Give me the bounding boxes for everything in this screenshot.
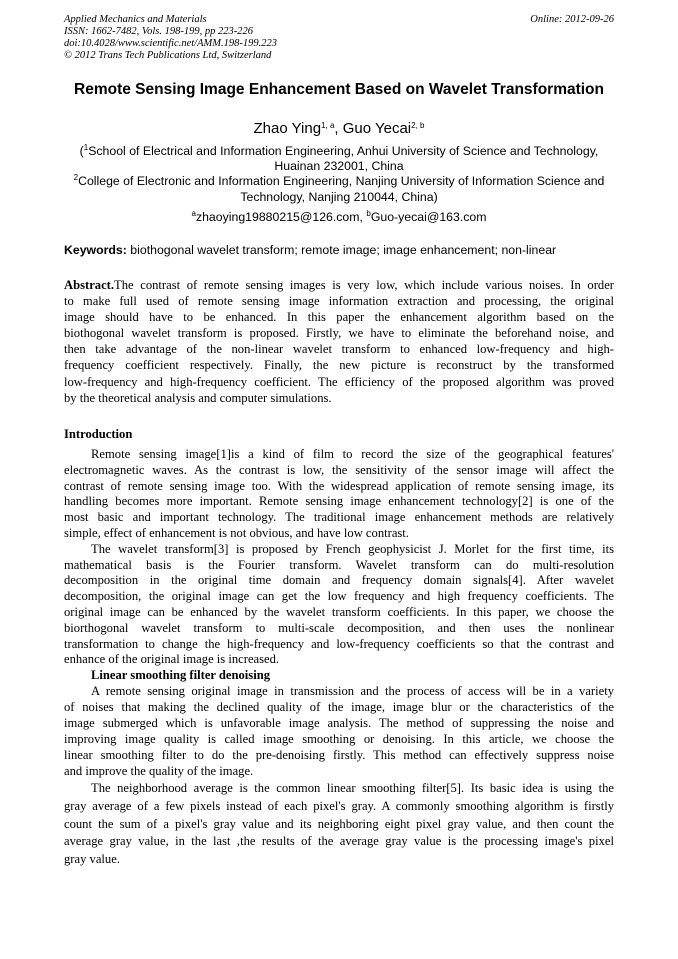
paragraph xyxy=(64,683,614,779)
section-linear-smoothing xyxy=(64,667,614,869)
text-line: mathematical basis is the Fourier transform. Wavelet transform can do multi-resolution xyxy=(64,557,614,572)
text-line: frequency coefficient respectively. Finally, the new picture is reconstruct by the transformed xyxy=(64,358,614,373)
keywords-label: Keywords: xyxy=(64,243,127,257)
text-line: then take advantage of the non-linear wavelet transform to enhanced low-frequency and high- xyxy=(64,342,614,357)
text-line: enhance of the original image is increased. xyxy=(64,652,280,667)
text-line: most basic and important technology. The traditional image enhancement methods are relatively xyxy=(64,510,614,525)
email-mark: a xyxy=(191,209,196,218)
affiliation-line: College of Electronic and Information Engineering, Nanjing University of Information Science and xyxy=(78,174,605,189)
text-line: transformation to change the high-frequency and low-frequency coefficients so that the contrast and xyxy=(64,636,614,651)
text-line: count the sum of a pixel's gray value and its neighboring eight pixel gray value, and then count the xyxy=(64,816,614,831)
author-name: Zhao Ying xyxy=(253,120,322,137)
text-line: A remote sensing original image in transmission and the process of access will be in a variety xyxy=(91,684,614,698)
abstract xyxy=(64,277,614,406)
text-line: electromagnetic waves. As the contrast is low, the sensitivity of the sensor image will affect the xyxy=(64,462,614,477)
text-line: by the theoretical analysis and computer simulations. xyxy=(64,390,332,405)
text-line: gray average of a few pixels instead of each pixel's gray. A commonly smoothing algorithm is firstly xyxy=(64,798,614,813)
text-line: decomposition, the original image can get the low frequency and high frequency coefficients. The xyxy=(64,589,614,604)
text-line: simple, effect of enhancement is not obvious, and have low contrast. xyxy=(64,525,409,540)
paragraph xyxy=(64,447,614,542)
text-line: biorthogonal wavelet transform to multi-scale decomposition, and then uses the nonlinear xyxy=(64,620,614,635)
abstract-text: The contrast of remote sensing images is very low, which include various noises. In order xyxy=(114,278,614,292)
text-line: The neighborhood average is the common linear smoothing filter[5]. Its basic idea is using the xyxy=(91,781,614,795)
text-line: handling becomes more important. Remote sensing image enhancement technology[2] is one of the xyxy=(64,494,614,509)
issn: ISSN: 1662-7482, Vols. 198-199, pp 223-226 xyxy=(64,26,253,37)
text-line: of noises that making the declined quality of the image, image blur or the characteristics of the xyxy=(64,700,614,714)
section-heading-linear-smoothing: Linear smoothing filter denoising xyxy=(91,668,271,682)
text-line: linear smoothing filter to do the pre-denoising firstly. This method can effectively suppress noise xyxy=(64,748,614,762)
affiliation-line: Technology, Nanjing 210044, China) xyxy=(240,189,438,204)
email-mark: b xyxy=(366,209,371,218)
affiliation-mark: 2 xyxy=(73,173,79,183)
abstract-label: Abstract. xyxy=(64,278,115,292)
affiliation-line: School of Electrical and Information Engineering, Anhui University of Science and Technology, xyxy=(88,144,599,158)
email-a: zhaoying19880215@126.com, xyxy=(195,210,367,224)
paren: ( xyxy=(79,144,84,158)
online-date: Online: 2012-09-26 xyxy=(530,14,614,25)
text-line: low-frequency and high-frequency coefficient. The efficiency of the proposed algorithm was proved xyxy=(64,374,614,389)
text-line: Remote sensing image[1]is a kind of film to record the size of the geographical features' xyxy=(91,447,614,461)
authors: Zhao Ying$^{1, a}$, Guo Yecai$^{2, b}$ xyxy=(253,120,425,137)
keywords-text: biothogonal wavelet transform; remote image; image enhancement; non-linear xyxy=(126,243,557,257)
affiliations xyxy=(64,144,614,205)
text-line: original image can be enhanced by the wavelet transform coefficients. In this paper, we choose the xyxy=(64,604,614,619)
text-line: image submerged which is unfavorable image analysis. The method of suppressing the noise and xyxy=(64,716,614,730)
text-line: to make full used of remote sensing image information extraction and processing, the original xyxy=(64,294,614,309)
affiliation-mark: 1 xyxy=(83,143,89,152)
text-line: gray value. xyxy=(64,852,120,867)
doi: doi:10.4028/www.scientific.net/AMM.198-199.223 xyxy=(64,38,277,49)
text-line: The wavelet transform[3] is proposed by French geophysicist J. Morlet for the first time, its xyxy=(91,541,614,556)
text-line: and improve the quality of the image. xyxy=(64,764,254,778)
paragraph xyxy=(64,780,614,869)
affiliation-line: Huainan 232001, China xyxy=(274,159,404,174)
text-line: improving image quality is called image smoothing or denoising. In this article, we choose the xyxy=(64,732,614,746)
text-line: image should have to be enhanced. In this paper the enhancement algorithm based on the xyxy=(64,310,614,325)
author-affiliation-mark: 2, b xyxy=(411,121,425,130)
journal-name: Applied Mechanics and Materials xyxy=(64,14,207,25)
emails xyxy=(0,209,678,225)
copyright: © 2012 Trans Tech Publications Ltd, Switzerland xyxy=(64,50,272,61)
email-b: Guo-yecai@163.com xyxy=(370,210,487,224)
paragraph xyxy=(64,542,614,668)
text-line: contrast of remote sensing image too. With the widespread application of remote sensing image, its xyxy=(64,478,614,493)
text-line: biothogonal wavelet transform is proposed. Firstly, we have to eliminate the beforehand noise, and xyxy=(64,326,614,341)
text-line: decomposition in the original time domain and frequency domain signals[4]. After wavelet xyxy=(64,573,614,588)
keywords xyxy=(64,242,556,258)
author-name: Guo Yecai xyxy=(342,120,412,137)
text-line: average gray value, in the last ,the results of the average gray value is the processing image's pixel xyxy=(64,834,614,849)
section-heading-introduction: Introduction xyxy=(64,427,133,441)
journal-header xyxy=(64,14,277,62)
introduction-body xyxy=(64,447,614,668)
paper-title: Remote Sensing Image Enhancement Based on Wavelet Transformation xyxy=(74,81,604,98)
author-affiliation-mark: 1, a xyxy=(321,121,335,130)
text-line xyxy=(64,277,614,293)
